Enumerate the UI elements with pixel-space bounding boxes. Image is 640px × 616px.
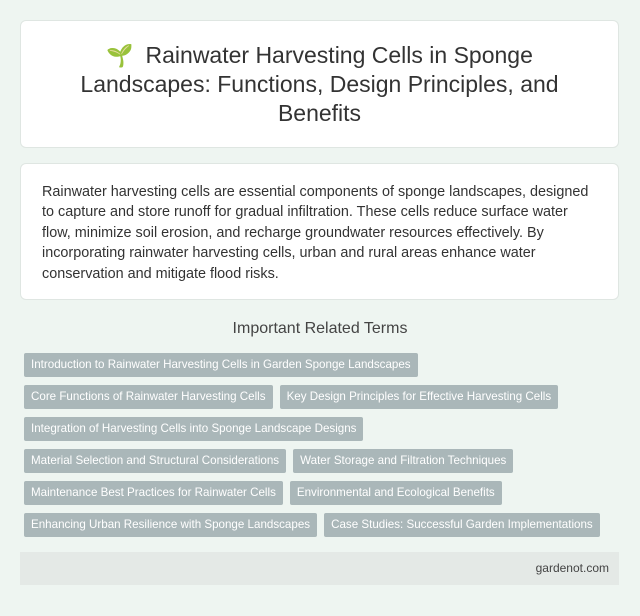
related-term-tag[interactable]: Core Functions of Rainwater Harvesting Cells [24, 385, 273, 409]
page-title [61, 41, 578, 128]
related-term-tag[interactable]: Maintenance Best Practices for Rainwater Cells [24, 481, 283, 505]
tag-row [24, 417, 624, 441]
related-term-tag[interactable]: Key Design Principles for Effective Harvesting Cells [280, 385, 559, 409]
seedling-icon: 🌱 [106, 42, 134, 68]
related-term-tag[interactable]: Material Selection and Structural Considerations [24, 449, 286, 473]
tag-row [24, 385, 624, 409]
tag-row [24, 353, 624, 377]
related-term-tag[interactable]: Introduction to Rainwater Harvesting Cells in Garden Sponge Landscapes [24, 353, 418, 377]
tag-row [24, 513, 624, 537]
footer-site-link[interactable]: gardenot.com [535, 561, 609, 575]
tag-row [24, 481, 624, 505]
related-terms-list [24, 353, 624, 545]
related-terms-heading: Important Related Terms [232, 320, 408, 337]
page-title-text: Rainwater Harvesting Cells in Sponge Landscapes: Functions, Design Principles, and Benefits [80, 41, 559, 126]
summary-text: Rainwater harvesting cells are essential components of sponge landscapes, designed to capture and store runoff for gradual infiltration. These cells reduce surface water flow, minimize soil erosion, and recharge groundwater resources effectively. By incorporating rainwater harvesting cells, urban and rural areas enhance water conservation and mitigate flood risks. [42, 184, 589, 282]
related-term-tag[interactable]: Integration of Harvesting Cells into Sponge Landscape Designs [24, 417, 363, 441]
related-term-tag[interactable]: Water Storage and Filtration Techniques [293, 449, 513, 473]
title-card [20, 20, 619, 148]
footer [20, 552, 619, 585]
related-term-tag[interactable]: Case Studies: Successful Garden Implementations [324, 513, 600, 537]
related-term-tag[interactable]: Enhancing Urban Resilience with Sponge Landscapes [24, 513, 317, 537]
tag-row [24, 449, 624, 473]
related-term-tag[interactable]: Environmental and Ecological Benefits [290, 481, 502, 505]
summary-card [20, 163, 619, 300]
